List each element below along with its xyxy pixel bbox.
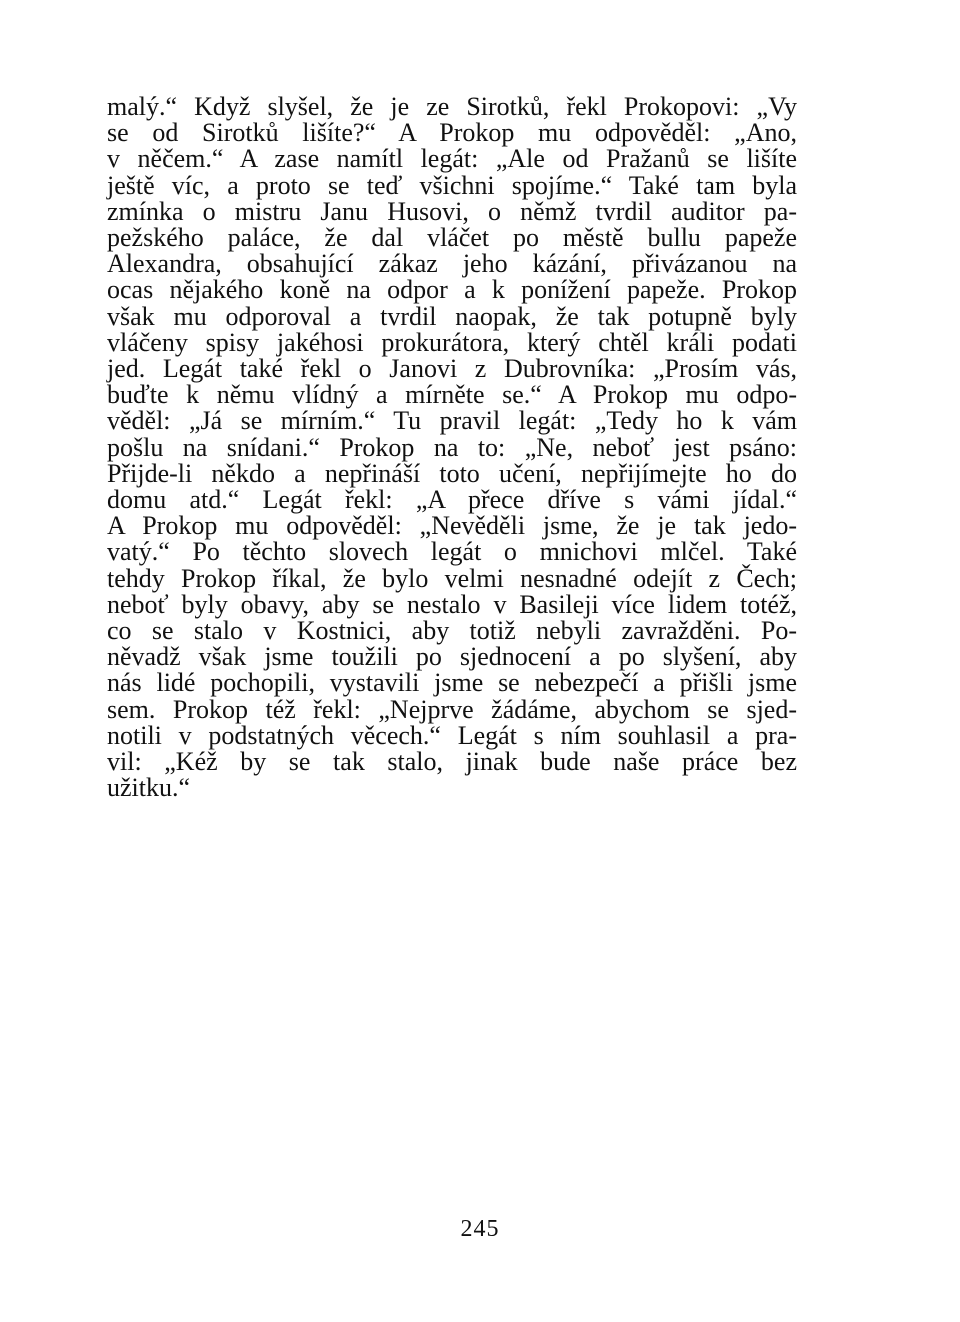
- text-line: ještě víc, a proto se teď všichni spojíme.“ Také tam byla: [107, 170, 797, 200]
- text-line: Alexandra, obsahující zákaz jeho kázání, přivázanou na: [107, 249, 797, 279]
- text-line: zmínka o mistru Janu Husovi, o němž tvrdil auditor pa-: [107, 196, 797, 226]
- text-line: však mu odporoval a tvrdil naopak, že tak potupně byly: [107, 301, 797, 331]
- text-line: v něčem.“ A zase namítl legát: „Ale od Pražanů se lišíte: [107, 144, 797, 174]
- body-text: [107, 94, 797, 801]
- text-line: pošlu na snídani.“ Prokop na to: „Ne, neboť jest psáno:: [107, 432, 797, 462]
- text-line: věděl: „Já se mírním.“ Tu pravil legát: „Tedy ho k vám: [107, 406, 797, 436]
- text-line: notili v podstatných věcech.“ Legát s ním souhlasil a pra-: [107, 720, 797, 750]
- text-line: ocas nějakého koně na odpor a k ponížení papeže. Prokop: [107, 275, 797, 305]
- text-line: vatý.“ Po těchto slovech legát o mnichovi mlčel. Také: [107, 537, 797, 567]
- text-line: jed. Legát také řekl o Janovi z Dubrovníka: „Prosím vás,: [107, 354, 797, 384]
- text-line: nás lidé pochopili, vystavili jsme se nebezpečí a přišli jsme: [107, 668, 797, 698]
- text-line: něvadž však jsme toužili po sjednocení a po slyšení, aby: [107, 642, 797, 672]
- text-line: vil: „Kéž by se tak stalo, jinak bude naše práce bez: [107, 747, 797, 777]
- text-line: Přijde-li někdo a nepřináší toto učení, nepřijímejte ho do: [107, 458, 797, 488]
- text-line: malý.“ Když slyšel, že je ze Sirotků, řekl Prokopovi: „Vy: [107, 92, 797, 121]
- text-line: buďte k němu vlídný a mírněte se.“ A Prokop mu odpo-: [107, 380, 797, 410]
- text-line: co se stalo v Kostnici, aby totiž nebyli zavražděni. Po-: [107, 616, 797, 646]
- text-line: pežského paláce, že dal vláčet po městě bullu papeže: [107, 223, 797, 253]
- text-line: sem. Prokop též řekl: „Nejprve žádáme, abychom se sjed-: [107, 694, 797, 724]
- page-number: 245: [460, 1216, 500, 1242]
- text-line: vláčeny spisy jakéhosi prokurátora, který chtěl králi podati: [107, 327, 797, 357]
- text-line: se od Sirotků lišíte?“ A Prokop mu odpověděl: „Ano,: [107, 118, 797, 148]
- text-line: A Prokop mu odpověděl: „Nevěděli jsme, že je tak jedo-: [107, 511, 797, 541]
- text-line: tehdy Prokop říkal, že bylo velmi nesnadné odejít z Čech;: [107, 563, 797, 593]
- text-line: domu atd.“ Legát řekl: „A přece dříve s vámi jídal.“: [107, 485, 797, 515]
- text-line: užitku.“: [107, 773, 191, 803]
- text-line: neboť byly obavy, aby se nestalo v Basileji více lidem totéž,: [107, 589, 797, 619]
